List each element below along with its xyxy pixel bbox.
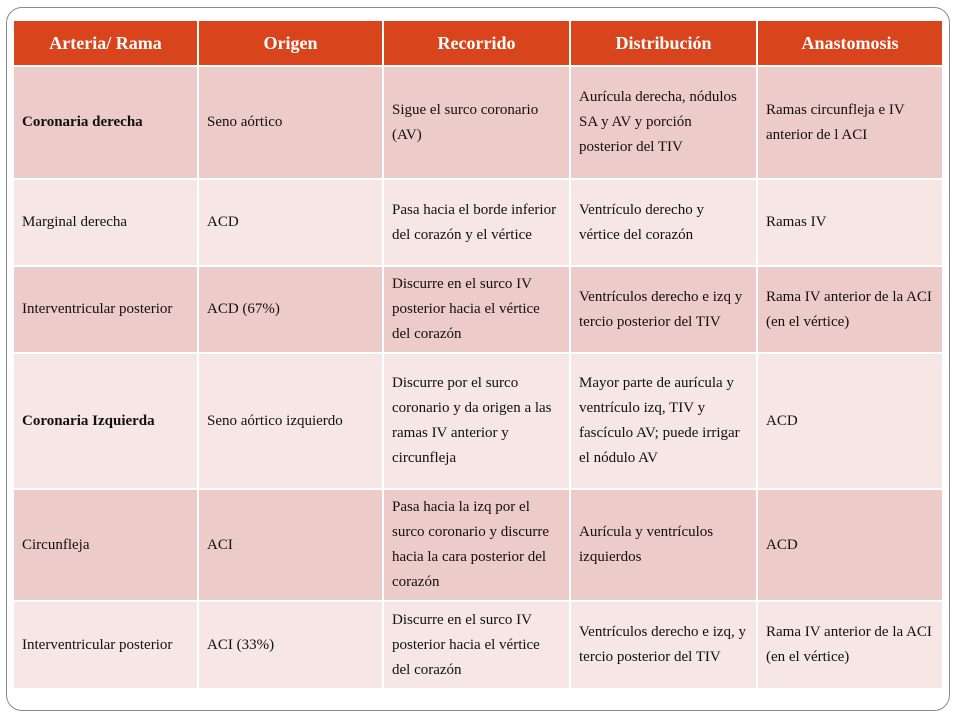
cell-anastomosis: ACD	[757, 353, 943, 489]
table-header-row	[13, 20, 943, 66]
cell-arteria: Coronaria derecha	[13, 66, 198, 179]
cell-arteria: Interventricular posterior	[13, 601, 198, 689]
cell-anastomosis: Rama IV anterior de la ACI (en el vértice)	[757, 266, 943, 353]
cell-origen: ACD	[198, 179, 383, 266]
table-row	[13, 266, 943, 353]
table-row	[13, 179, 943, 266]
cell-arteria: Coronaria Izquierda	[13, 353, 198, 489]
cell-distribucion: Ventrículo derecho y vértice del corazón	[570, 179, 757, 266]
header-distribucion: Distribución	[570, 20, 757, 66]
cell-distribucion: Ventrículos derecho e izq y tercio posterior del TIV	[570, 266, 757, 353]
coronary-arteries-table	[12, 19, 944, 690]
cell-distribucion: Ventrículos derecho e izq, y tercio posterior del TIV	[570, 601, 757, 689]
cell-arteria: Marginal derecha	[13, 179, 198, 266]
cell-anastomosis: Ramas IV	[757, 179, 943, 266]
cell-recorrido: Discurre en el surco IV posterior hacia el vértice del corazón	[383, 601, 570, 689]
cell-origen: ACI	[198, 489, 383, 601]
cell-arteria: Interventricular posterior	[13, 266, 198, 353]
cell-origen: ACD (67%)	[198, 266, 383, 353]
cell-distribucion: Aurícula derecha, nódulos SA y AV y porción posterior del TIV	[570, 66, 757, 179]
header-arteria: Arteria/ Rama	[13, 20, 198, 66]
table-row	[13, 66, 943, 179]
table-row	[13, 353, 943, 489]
cell-origen: Seno aórtico izquierdo	[198, 353, 383, 489]
cell-recorrido: Discurre en el surco IV posterior hacia el vértice del corazón	[383, 266, 570, 353]
header-recorrido: Recorrido	[383, 20, 570, 66]
cell-anastomosis: ACD	[757, 489, 943, 601]
cell-origen: Seno aórtico	[198, 66, 383, 179]
cell-recorrido: Pasa hacia el borde inferior del corazón y el vértice	[383, 179, 570, 266]
table-row	[13, 489, 943, 601]
cell-anastomosis: Rama IV anterior de la ACI (en el vértice)	[757, 601, 943, 689]
cell-anastomosis: Ramas circunfleja e IV anterior de l ACI	[757, 66, 943, 179]
cell-recorrido: Discurre por el surco coronario y da origen a las ramas IV anterior y circunfleja	[383, 353, 570, 489]
cell-origen: ACI (33%)	[198, 601, 383, 689]
header-origen: Origen	[198, 20, 383, 66]
cell-arteria: Circunfleja	[13, 489, 198, 601]
table-row	[13, 601, 943, 689]
cell-recorrido: Sigue el surco coronario (AV)	[383, 66, 570, 179]
cell-distribucion: Mayor parte de aurícula y ventrículo izq, TIV y fascículo AV; puede irrigar el nódulo AV	[570, 353, 757, 489]
header-anastomosis: Anastomosis	[757, 20, 943, 66]
cell-distribucion: Aurícula y ventrículos izquierdos	[570, 489, 757, 601]
cell-recorrido: Pasa hacia la izq por el surco coronario y discurre hacia la cara posterior del corazón	[383, 489, 570, 601]
